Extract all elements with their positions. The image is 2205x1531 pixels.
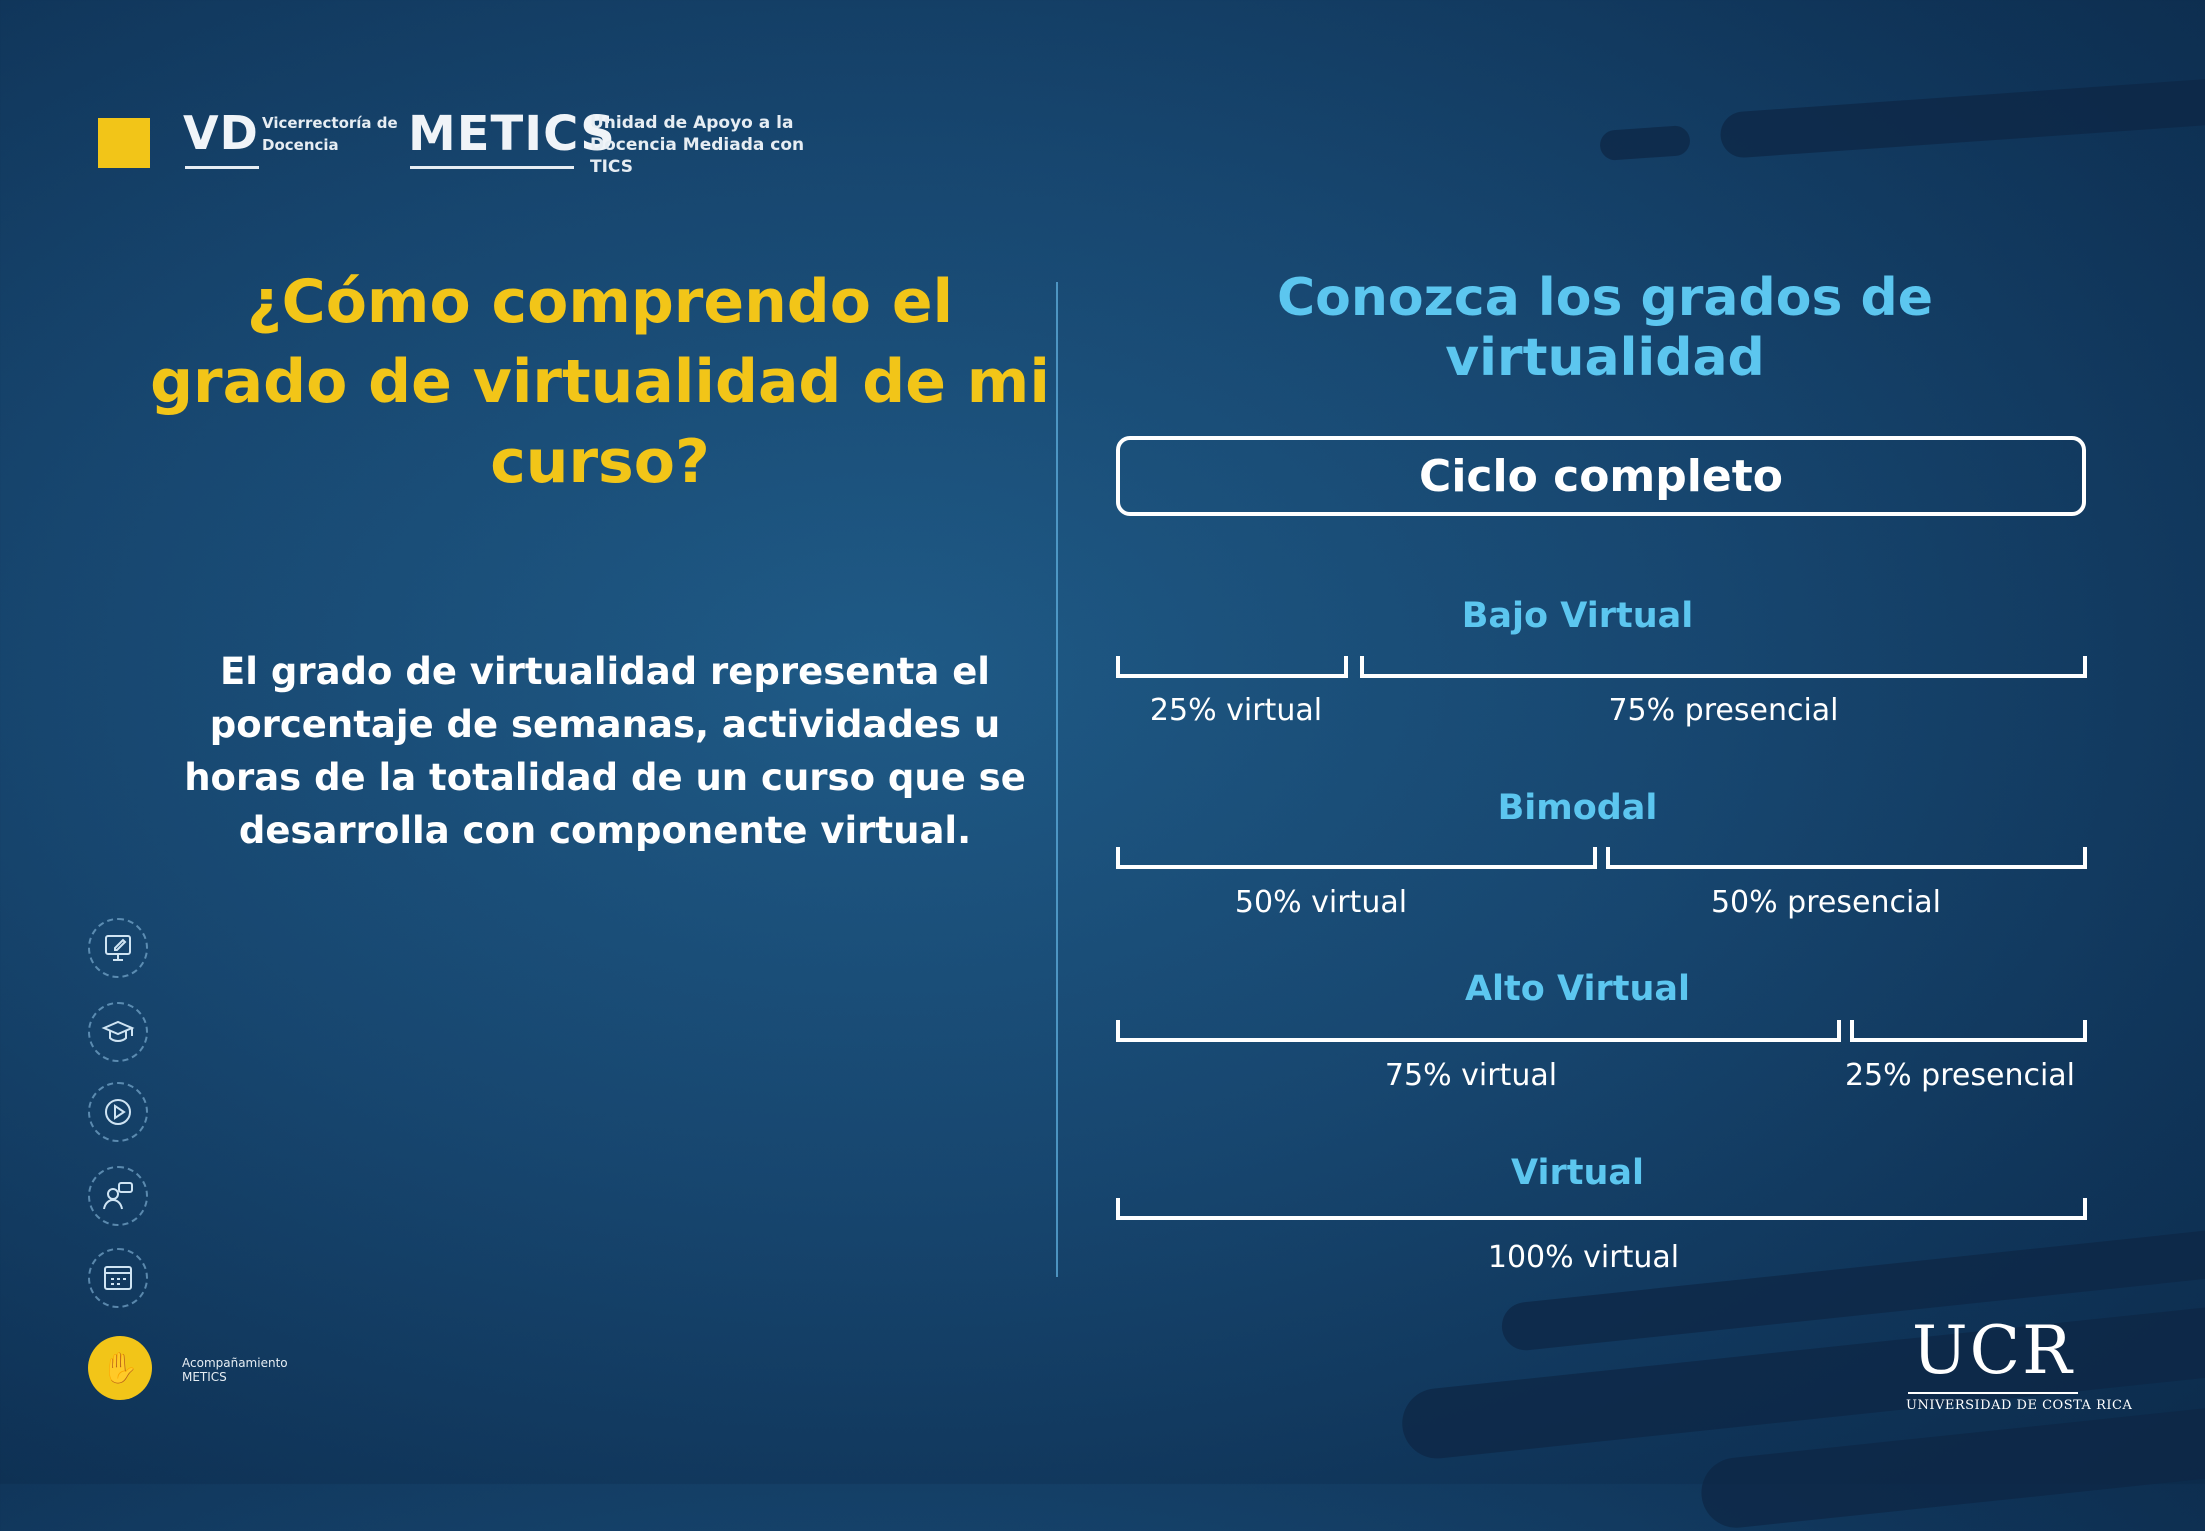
hands-icon[interactable]: ✋ xyxy=(88,1336,152,1400)
presencial-bracket xyxy=(1850,1020,2087,1042)
group-title-bajo-virtual: Bajo Virtual xyxy=(1461,596,1694,636)
main-question: ¿Cómo comprendo el grado de virtualidad de mi curso? xyxy=(150,267,1050,497)
virtual-bracket xyxy=(1116,847,1597,869)
metics-logo: METICS xyxy=(408,106,616,162)
group-title-bimodal: Bimodal xyxy=(1497,788,1658,828)
presencial-bracket xyxy=(1360,656,2087,678)
cycle-label: Ciclo completo xyxy=(1419,450,1783,502)
presencial-percent-label: 50% presencial xyxy=(1710,885,1942,920)
virtual-bracket xyxy=(1116,1198,2087,1220)
virtual-percent-label: 100% virtual xyxy=(1487,1240,1680,1275)
vd-underline xyxy=(185,166,259,169)
play-icon[interactable] xyxy=(88,1082,148,1142)
logo-square xyxy=(98,118,150,168)
virtual-bracket xyxy=(1116,656,1348,678)
virtual-percent-label: 25% virtual xyxy=(1149,693,1323,728)
metics-underline xyxy=(410,166,574,169)
ucr-logo: UCR xyxy=(1912,1312,2074,1389)
presencial-bracket xyxy=(1606,847,2087,869)
column-divider xyxy=(1056,282,1058,1277)
ucr-subtitle: UNIVERSIDAD DE COSTA RICA xyxy=(1906,1398,2133,1413)
graduation-cap-icon[interactable] xyxy=(88,1002,148,1062)
calendar-icon[interactable] xyxy=(88,1248,148,1308)
ucr-logo-line xyxy=(1908,1392,2078,1394)
decorative-stripe xyxy=(1599,125,1691,161)
group-title-virtual: Virtual xyxy=(1511,1153,1644,1193)
monitor-edit-icon[interactable] xyxy=(88,918,148,978)
decorative-stripe xyxy=(1719,77,2205,159)
person-chat-icon[interactable] xyxy=(88,1166,148,1226)
group-title-alto-virtual: Alto Virtual xyxy=(1464,969,1691,1009)
acompanamiento-label: Acompañamiento METICS xyxy=(182,1356,288,1384)
vd-logo: VD xyxy=(183,106,259,160)
vd-subtitle: Vicerrectoría de Docencia xyxy=(262,114,398,154)
metics-subtitle: Unidad de Apoyo a la Docencia Mediada con TICS xyxy=(590,113,805,177)
virtual-percent-label: 75% virtual xyxy=(1384,1058,1558,1093)
presencial-percent-label: 25% presencial xyxy=(1844,1058,2076,1093)
section-title: Conozca los grados de virtualidad xyxy=(1277,268,1933,388)
virtual-bracket xyxy=(1116,1020,1841,1042)
description-text: El grado de virtualidad representa el porcentaje de semanas, actividades u horas de la totalidad de un curso que se desarrolla con componente virtual. xyxy=(184,650,1026,852)
virtual-percent-label: 50% virtual xyxy=(1234,885,1408,920)
cycle-box xyxy=(1116,436,2086,516)
presencial-percent-label: 75% presencial xyxy=(1608,693,1839,728)
